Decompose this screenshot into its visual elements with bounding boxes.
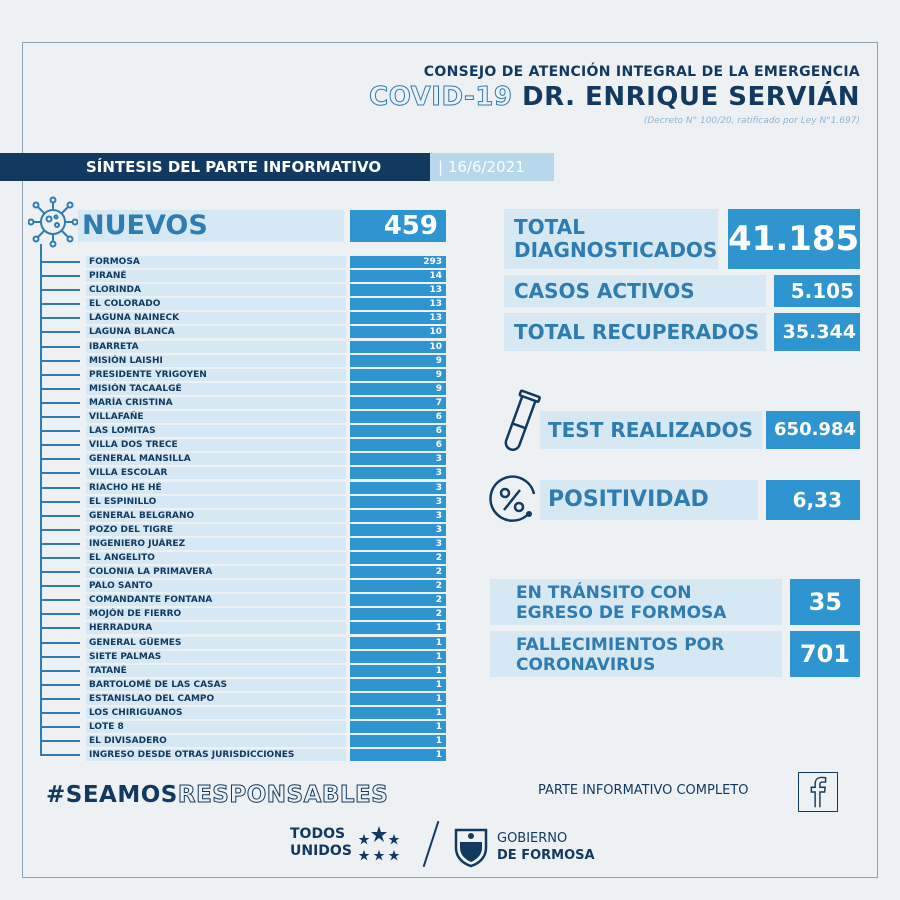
locality-value: 1 xyxy=(350,651,446,663)
locality-name: VILLAFAÑE xyxy=(86,411,346,423)
locality-row xyxy=(40,621,450,635)
transito-label xyxy=(490,579,782,625)
tree-tick xyxy=(40,331,80,333)
locality-name: EL COLORADO xyxy=(86,298,346,310)
locality-value: 3 xyxy=(350,524,446,536)
locality-value: 1 xyxy=(350,693,446,705)
locality-row xyxy=(40,678,450,692)
locality-name: LOTE 8 xyxy=(86,721,346,733)
locality-value: 3 xyxy=(350,538,446,550)
locality-row xyxy=(40,650,450,664)
tree-tick xyxy=(40,684,80,686)
todos-line1: TODOS xyxy=(290,826,346,842)
locality-value: 13 xyxy=(350,298,446,310)
locality-value: 3 xyxy=(350,496,446,508)
hashtag-part1: #SEAMOS xyxy=(46,782,178,808)
locality-row xyxy=(40,664,450,678)
locality-row xyxy=(40,579,450,593)
locality-value: 6 xyxy=(350,439,446,451)
total-diagnosticados-value: 41.185 xyxy=(728,209,860,269)
total-label-line1: TOTAL xyxy=(514,215,585,239)
locality-value: 9 xyxy=(350,369,446,381)
locality-value: 6 xyxy=(350,425,446,437)
locality-value: 14 xyxy=(350,270,446,282)
tree-tick xyxy=(40,402,80,404)
tree-tick xyxy=(40,627,80,629)
transito-value: 35 xyxy=(790,579,860,625)
locality-name: LAS LOMITAS xyxy=(86,425,346,437)
locality-value: 1 xyxy=(350,721,446,733)
locality-value: 2 xyxy=(350,580,446,592)
locality-value: 13 xyxy=(350,312,446,324)
locality-row xyxy=(40,692,450,706)
header-council: CONSEJO DE ATENCIÓN INTEGRAL DE LA EMERGENCIA xyxy=(423,64,860,80)
locality-row xyxy=(40,706,450,720)
locality-row xyxy=(40,255,450,269)
tree-tick xyxy=(40,346,80,348)
locality-name: SIETE PALMAS xyxy=(86,651,346,663)
locality-row xyxy=(40,452,450,466)
tree-tick xyxy=(40,642,80,644)
facebook-icon[interactable] xyxy=(798,772,838,812)
locality-row xyxy=(40,269,450,283)
fallecimientos-value: 701 xyxy=(790,631,860,677)
tree-tick xyxy=(40,261,80,263)
locality-row xyxy=(40,396,450,410)
tree-tick xyxy=(40,487,80,489)
tree-tick xyxy=(40,712,80,714)
locality-row xyxy=(40,509,450,523)
locality-name: IBARRETA xyxy=(86,341,346,353)
locality-value: 1 xyxy=(350,665,446,677)
locality-value: 3 xyxy=(350,510,446,522)
stars-icon xyxy=(356,824,402,866)
locality-value: 1 xyxy=(350,735,446,747)
banner-date: | 16/6/2021 xyxy=(430,153,554,181)
tree-tick xyxy=(40,472,80,474)
test-tube-icon xyxy=(496,388,544,458)
header-name: DR. ENRIQUE SERVIÁN xyxy=(522,82,860,112)
positividad-label: POSITIVIDAD xyxy=(540,480,758,520)
locality-name: VILLA DOS TRECE xyxy=(86,439,346,451)
todos-unidos-logo xyxy=(290,826,352,860)
locality-value: 13 xyxy=(350,284,446,296)
locality-row xyxy=(40,734,450,748)
tree-tick xyxy=(40,599,80,601)
locality-value: 2 xyxy=(350,594,446,606)
total-label-line2: DIAGNOSTICADOS xyxy=(514,238,718,262)
locality-name: LOS CHIRIGUANOS xyxy=(86,707,346,719)
locality-value: 2 xyxy=(350,566,446,578)
tree-tick xyxy=(40,515,80,517)
locality-value: 2 xyxy=(350,608,446,620)
hashtag xyxy=(46,782,388,808)
virus-icon xyxy=(28,196,78,248)
total-recuperados-label: TOTAL RECUPERADOS xyxy=(504,313,766,351)
locality-value: 1 xyxy=(350,749,446,761)
positividad-value: 6,33 xyxy=(766,480,860,520)
tree-tick xyxy=(40,430,80,432)
locality-value: 6 xyxy=(350,411,446,423)
locality-name: GENERAL MANSILLA xyxy=(86,453,346,465)
locality-row xyxy=(40,523,450,537)
locality-row xyxy=(40,720,450,734)
locality-name: HERRADURA xyxy=(86,622,346,634)
gob-line2: DE FORMOSA xyxy=(497,848,595,863)
gobierno-logo xyxy=(497,830,595,864)
locality-name: VILLA ESCOLAR xyxy=(86,467,346,479)
tree-tick xyxy=(40,458,80,460)
gob-line1: GOBIERNO xyxy=(497,831,568,846)
locality-value: 9 xyxy=(350,383,446,395)
locality-row xyxy=(40,636,450,650)
tree-tick xyxy=(40,416,80,418)
tree-tick xyxy=(40,388,80,390)
locality-value: 293 xyxy=(350,256,446,268)
locality-value: 3 xyxy=(350,467,446,479)
tree-tick xyxy=(40,303,80,305)
header-title xyxy=(369,82,860,112)
locality-name: FORMOSA xyxy=(86,256,346,268)
localities-list xyxy=(40,255,450,762)
fallecimientos-label-line2: CORONAVIRUS xyxy=(516,655,656,675)
locality-row xyxy=(40,495,450,509)
locality-row xyxy=(40,424,450,438)
locality-value: 1 xyxy=(350,707,446,719)
total-diagnosticados-label xyxy=(504,209,718,269)
locality-name: MISIÓN LAISHI xyxy=(86,355,346,367)
transito-label-line1: EN TRÁNSITO CON xyxy=(516,583,692,603)
tree-tick xyxy=(40,317,80,319)
locality-row xyxy=(40,537,450,551)
tree-tick xyxy=(40,444,80,446)
locality-value: 10 xyxy=(350,326,446,338)
tree-tick xyxy=(40,754,80,756)
total-recuperados-value: 35.344 xyxy=(774,313,860,351)
locality-row xyxy=(40,340,450,354)
tree-tick xyxy=(40,670,80,672)
hashtag-part2: RESPONSABLES xyxy=(177,782,389,808)
locality-name: EL ESPINILLO xyxy=(86,496,346,508)
locality-name: MOJÓN DE FIERRO xyxy=(86,608,346,620)
locality-row xyxy=(40,466,450,480)
test-realizados-label: TEST REALIZADOS xyxy=(540,411,762,449)
locality-name: PIRANÉ xyxy=(86,270,346,282)
nuevos-label: NUEVOS xyxy=(78,210,344,242)
locality-name: PALO SANTO xyxy=(86,580,346,592)
locality-name: PRESIDENTE YRIGOYEN xyxy=(86,369,346,381)
locality-row xyxy=(40,311,450,325)
locality-row xyxy=(40,551,450,565)
locality-row xyxy=(40,354,450,368)
casos-activos-value: 5.105 xyxy=(774,275,860,307)
tree-tick xyxy=(40,585,80,587)
nuevos-value: 459 xyxy=(350,210,446,242)
locality-row xyxy=(40,565,450,579)
header-decree: (Decreto N° 100/20, ratificado por Ley N°1.697) xyxy=(643,116,860,126)
tree-tick xyxy=(40,501,80,503)
banner-title: SÍNTESIS DEL PARTE INFORMATIVO xyxy=(0,153,430,181)
locality-value: 10 xyxy=(350,341,446,353)
locality-row xyxy=(40,748,450,762)
locality-name: COLONIA LA PRIMAVERA xyxy=(86,566,346,578)
tree-tick xyxy=(40,726,80,728)
tree-tick xyxy=(40,360,80,362)
locality-name: TATANÉ xyxy=(86,665,346,677)
locality-name: EL DIVISADERO xyxy=(86,735,346,747)
locality-name: INGENIERO JUÁREZ xyxy=(86,538,346,550)
locality-row xyxy=(40,410,450,424)
locality-name: INGRESO DESDE OTRAS JURISDICCIONES xyxy=(86,749,346,761)
locality-row xyxy=(40,325,450,339)
shield-icon xyxy=(452,824,490,868)
locality-name: RIACHO HE HÉ xyxy=(86,482,346,494)
locality-row xyxy=(40,481,450,495)
tree-tick xyxy=(40,613,80,615)
locality-name: COMANDANTE FONTANA xyxy=(86,594,346,606)
locality-row xyxy=(40,283,450,297)
tree-tick xyxy=(40,289,80,291)
locality-value: 1 xyxy=(350,637,446,649)
tree-tick xyxy=(40,529,80,531)
locality-name: LAGUNA NAINECK xyxy=(86,312,346,324)
transito-label-line2: EGRESO DE FORMOSA xyxy=(516,603,727,623)
locality-value: 3 xyxy=(350,453,446,465)
percent-icon xyxy=(484,472,540,528)
casos-activos-label: CASOS ACTIVOS xyxy=(504,275,766,307)
locality-row xyxy=(40,438,450,452)
tree-tick xyxy=(40,374,80,376)
locality-name: BARTOLOMÉ DE LAS CASAS xyxy=(86,679,346,691)
locality-row xyxy=(40,297,450,311)
locality-row xyxy=(40,368,450,382)
tree-tick xyxy=(40,543,80,545)
locality-row xyxy=(40,382,450,396)
tree-tick xyxy=(40,656,80,658)
header-covid: COVID-19 xyxy=(369,82,513,112)
test-realizados-value: 650.984 xyxy=(766,411,860,449)
locality-name: LAGUNA BLANCA xyxy=(86,326,346,338)
fallecimientos-label-line1: FALLECIMIENTOS POR xyxy=(516,635,725,655)
parte-informativo-link[interactable]: PARTE INFORMATIVO COMPLETO xyxy=(538,783,749,798)
fallecimientos-label xyxy=(490,631,782,677)
todos-line2: UNIDOS xyxy=(290,843,352,859)
locality-name: MARÍA CRISTINA xyxy=(86,397,346,409)
locality-name: CLORINDA xyxy=(86,284,346,296)
locality-value: 7 xyxy=(350,397,446,409)
tree-tick xyxy=(40,698,80,700)
locality-value: 1 xyxy=(350,679,446,691)
locality-name: GENERAL BELGRANO xyxy=(86,510,346,522)
locality-name: POZO DEL TIGRE xyxy=(86,524,346,536)
locality-name: GENERAL GÜEMES xyxy=(86,637,346,649)
locality-name: EL ANGELITO xyxy=(86,552,346,564)
locality-value: 3 xyxy=(350,482,446,494)
tree-tick xyxy=(40,275,80,277)
locality-value: 2 xyxy=(350,552,446,564)
locality-value: 9 xyxy=(350,355,446,367)
locality-row xyxy=(40,607,450,621)
tree-tick xyxy=(40,740,80,742)
locality-value: 1 xyxy=(350,622,446,634)
tree-tick xyxy=(40,557,80,559)
locality-name: MISIÓN TACAALGÉ xyxy=(86,383,346,395)
locality-row xyxy=(40,593,450,607)
tree-tick xyxy=(40,571,80,573)
locality-name: ESTANISLAO DEL CAMPO xyxy=(86,693,346,705)
